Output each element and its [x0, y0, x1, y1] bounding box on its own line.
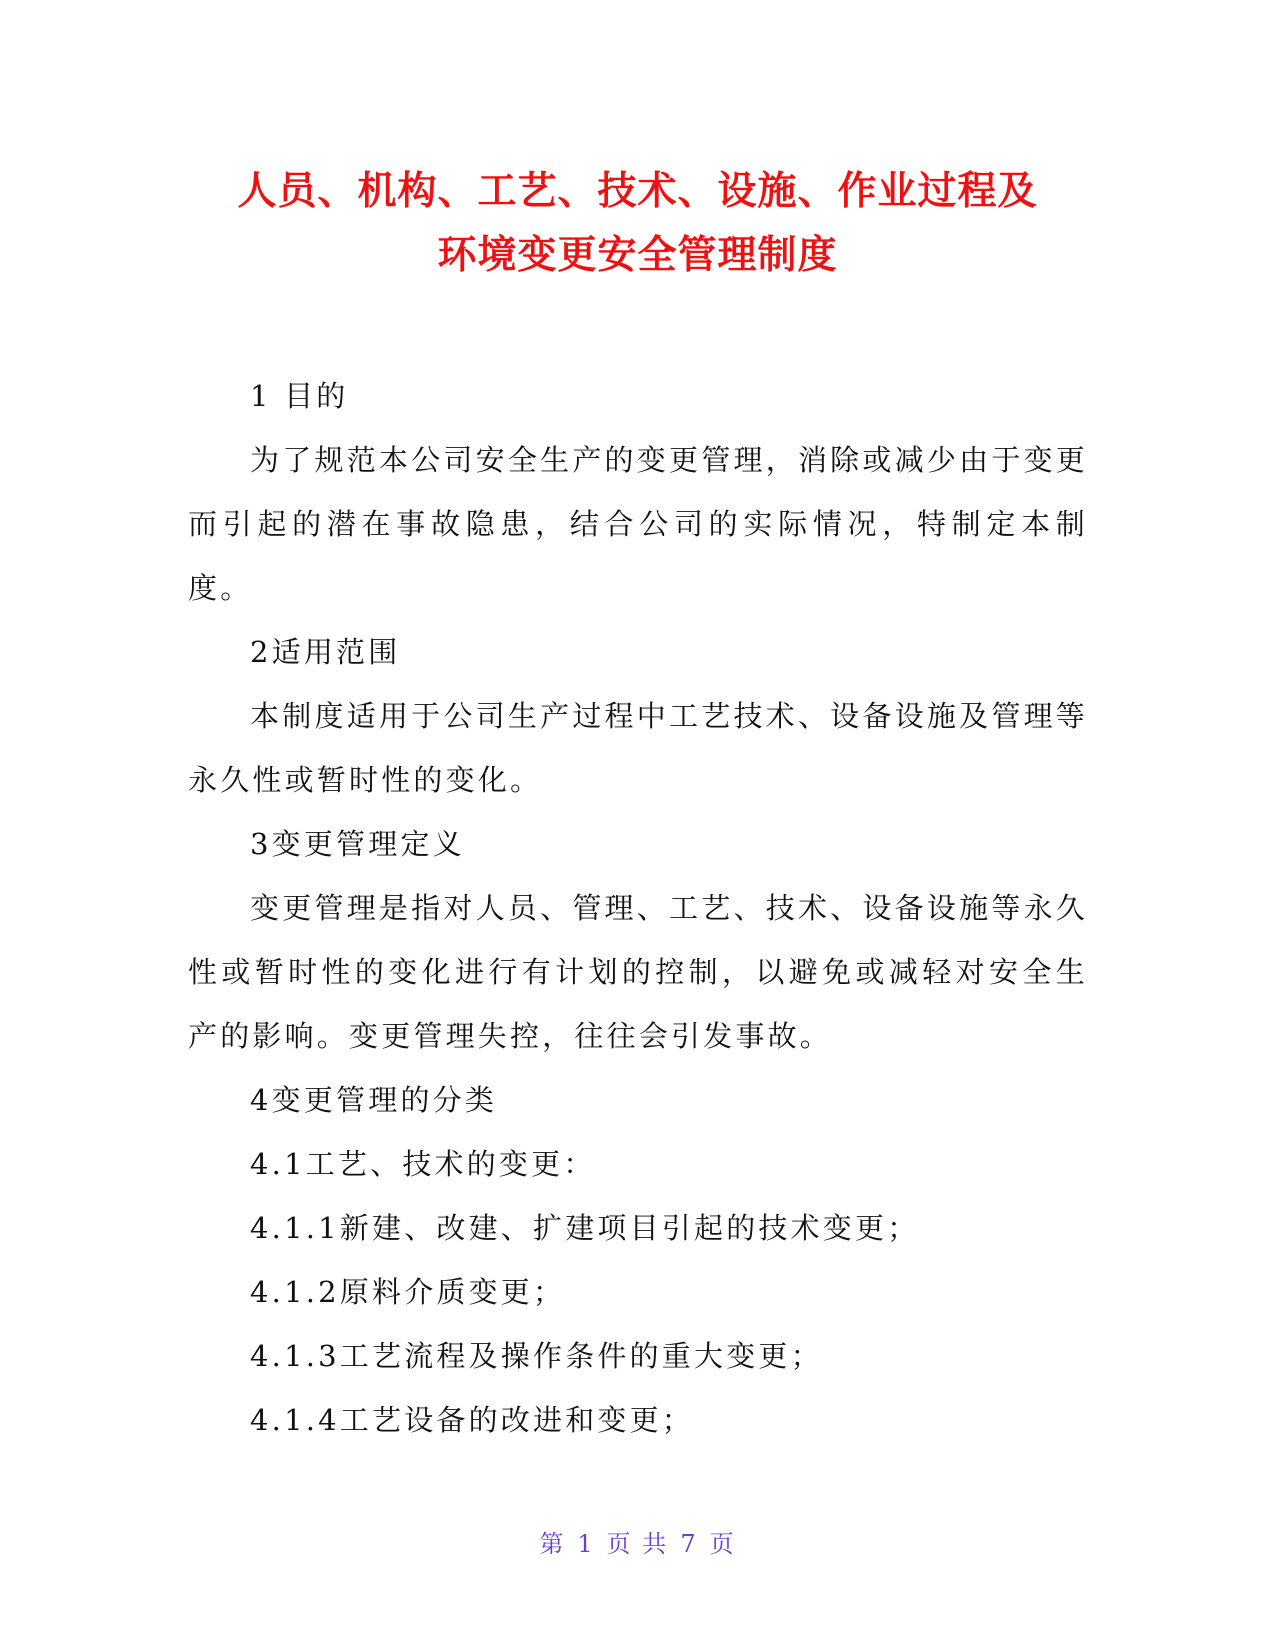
document-title: [0, 160, 1275, 288]
footer-total-pages: 7: [680, 1530, 698, 1558]
item-4-1-2: 4.1.2原料介质变更；: [250, 1275, 566, 1309]
title-line-1: 人员、机构、工艺、技术、设施、作业过程及: [237, 169, 1038, 214]
footer-current-page: 1: [577, 1530, 595, 1558]
subsection-4-1: 4.1工艺、技术的变更：: [250, 1147, 596, 1181]
footer-label-end: 页: [709, 1530, 736, 1558]
paragraph-scope: 本制度适用于公司生产过程中工艺技术、设备设施及管理等永久性或暂时性的变化。: [188, 699, 1088, 797]
item-4-1-3: 4.1.3工艺流程及操作条件的重大变更；: [250, 1339, 823, 1373]
section-heading-classification: 4变更管理的分类: [250, 1083, 498, 1117]
section-heading-purpose: 1 目的: [250, 379, 349, 413]
footer-label-page: 第: [539, 1530, 566, 1558]
page-footer: [0, 1524, 1275, 1559]
paragraph-definition: 变更管理是指对人员、管理、工艺、技术、设备设施等永久性或暂时性的变化进行有计划的控制，以避免或减轻对安全生产的影响。变更管理失控，往往会引发事故。: [188, 891, 1088, 1053]
item-4-1-1: 4.1.1新建、改建、扩建项目引起的技术变更；: [250, 1211, 920, 1245]
item-4-1-4: 4.1.4工艺设备的改进和变更；: [250, 1403, 694, 1437]
paragraph-purpose: 为了规范本公司安全生产的变更管理，消除或减少由于变更而引起的潜在事故隐患，结合公司的实际情况，特制定本制度。: [188, 443, 1088, 605]
footer-label-of: 页 共: [606, 1530, 669, 1558]
document-body: [188, 364, 1088, 1452]
section-heading-scope: 2适用范围: [250, 635, 401, 669]
title-line-2: 环境变更安全管理制度: [437, 233, 838, 278]
section-heading-definition: 3变更管理定义: [250, 827, 465, 861]
